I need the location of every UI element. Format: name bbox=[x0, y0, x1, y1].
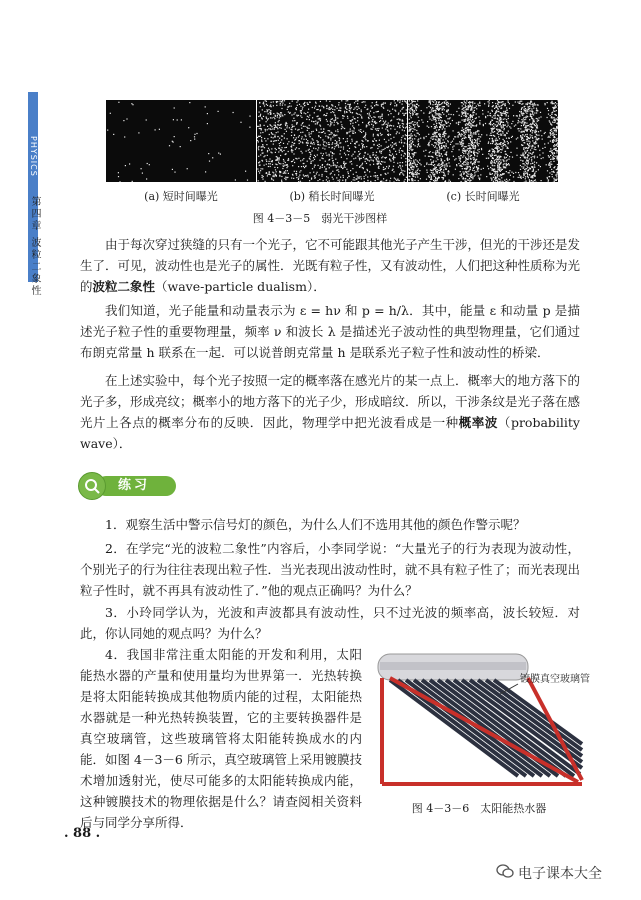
caption-a: (a) 短时间曝光 bbox=[144, 190, 218, 203]
photo-short-exposure bbox=[106, 100, 256, 182]
question-3: 3．小玲同学认为，光波和声波都具有波动性，只不过光波的频率高，波长较短．对此，你认同她的观点吗？为什么？ bbox=[80, 605, 580, 641]
photo-medium-exposure bbox=[257, 100, 407, 182]
question-1: 1．观察生活中警示信号灯的颜色，为什么人们不选用其他的颜色作警示呢？ bbox=[105, 517, 526, 532]
question-2: 2．在学完“光的波粒二象性”内容后，小李同学说：“大量光子的行为表现为波动性，个别光子的行为往往表现出粒子性．当光表现出波动性时，就不具有粒子性了；而光表现出粒子性时，就不再具有波动性了．”他的观点正确吗？为什么？ bbox=[80, 541, 581, 598]
caption-b: (b) 稍长时间曝光 bbox=[289, 190, 375, 203]
paragraph-2: 我们知道，光子能量和动量表示为 ε = hν 和 p = h/λ．其中，能量 ε 和动量 p 是描述光子粒子性的重要物理量，频率 ν 和波长 λ 是描述光子波动性的典型物理量，它们通过布朗克常量 h 联系在一起．可以说普朗克常量 h 是联系光子粒子性和波动性的桥梁． bbox=[80, 303, 580, 360]
exercise-header bbox=[78, 472, 178, 500]
sidebar-physics-label: PHYSICS bbox=[29, 135, 38, 177]
photo-long-exposure bbox=[408, 100, 558, 182]
solar-heater-illustration bbox=[368, 648, 590, 792]
figure-title: 图 4－3－5 弱光干涉图样 bbox=[252, 212, 388, 225]
question-4: 4．我国非常注重太阳能的开发和利用，太阳能热水器的产量和使用量均为世界第一．光热转换是将太阳能转换成其他物质内能的过程，太阳能热水器就是一种光热转换装置，它的主要转换器件是真空玻璃管，这些玻璃管将太阳能转换成水的内能．如图 4－3－6 所示，真空玻璃管上采用镀膜技术增加透射光，使尽可能多的太阳能转换成内能，这种镀膜技术的物理依据是什么？请查阅相关资料后与同学分享所得． bbox=[80, 647, 362, 830]
exercise-label: 练习 bbox=[96, 476, 176, 496]
paragraph-1: 由于每次穿过狭缝的只有一个光子，它不可能跟其他光子产生干涉，但光的干涉还是发生了．可见，波动性也是光子的属性．光既有粒子性，又有波动性，人们把这种性质称为光的波粒二象性（wave-particle dualism）． bbox=[80, 237, 581, 294]
sidebar-chapter-label: 第四章 波粒二象性 bbox=[29, 196, 40, 298]
watermark-text: 电子课本大全 bbox=[518, 866, 602, 882]
paragraph-3: 在上述实验中，每个光子按照一定的概率落在感光片的某一点上．概率大的地方落下的光子多，形成亮纹；概率小的地方落下的光子少，形成暗纹．所以，干涉条纹是光子落在感光片上各点的概率分布的反映．因此，物理学中把光波看成是一种概率波（probability wave）． bbox=[80, 373, 581, 451]
heater-tube-label: 镀膜真空玻璃管 bbox=[520, 674, 590, 685]
magnifier-icon bbox=[78, 472, 106, 500]
heater-caption: 图 4－3－6 太阳能热水器 bbox=[411, 802, 547, 815]
wechat-icon bbox=[496, 862, 514, 880]
caption-c: (c) 长时间曝光 bbox=[446, 190, 520, 203]
page-number: . 88 . bbox=[64, 826, 101, 841]
